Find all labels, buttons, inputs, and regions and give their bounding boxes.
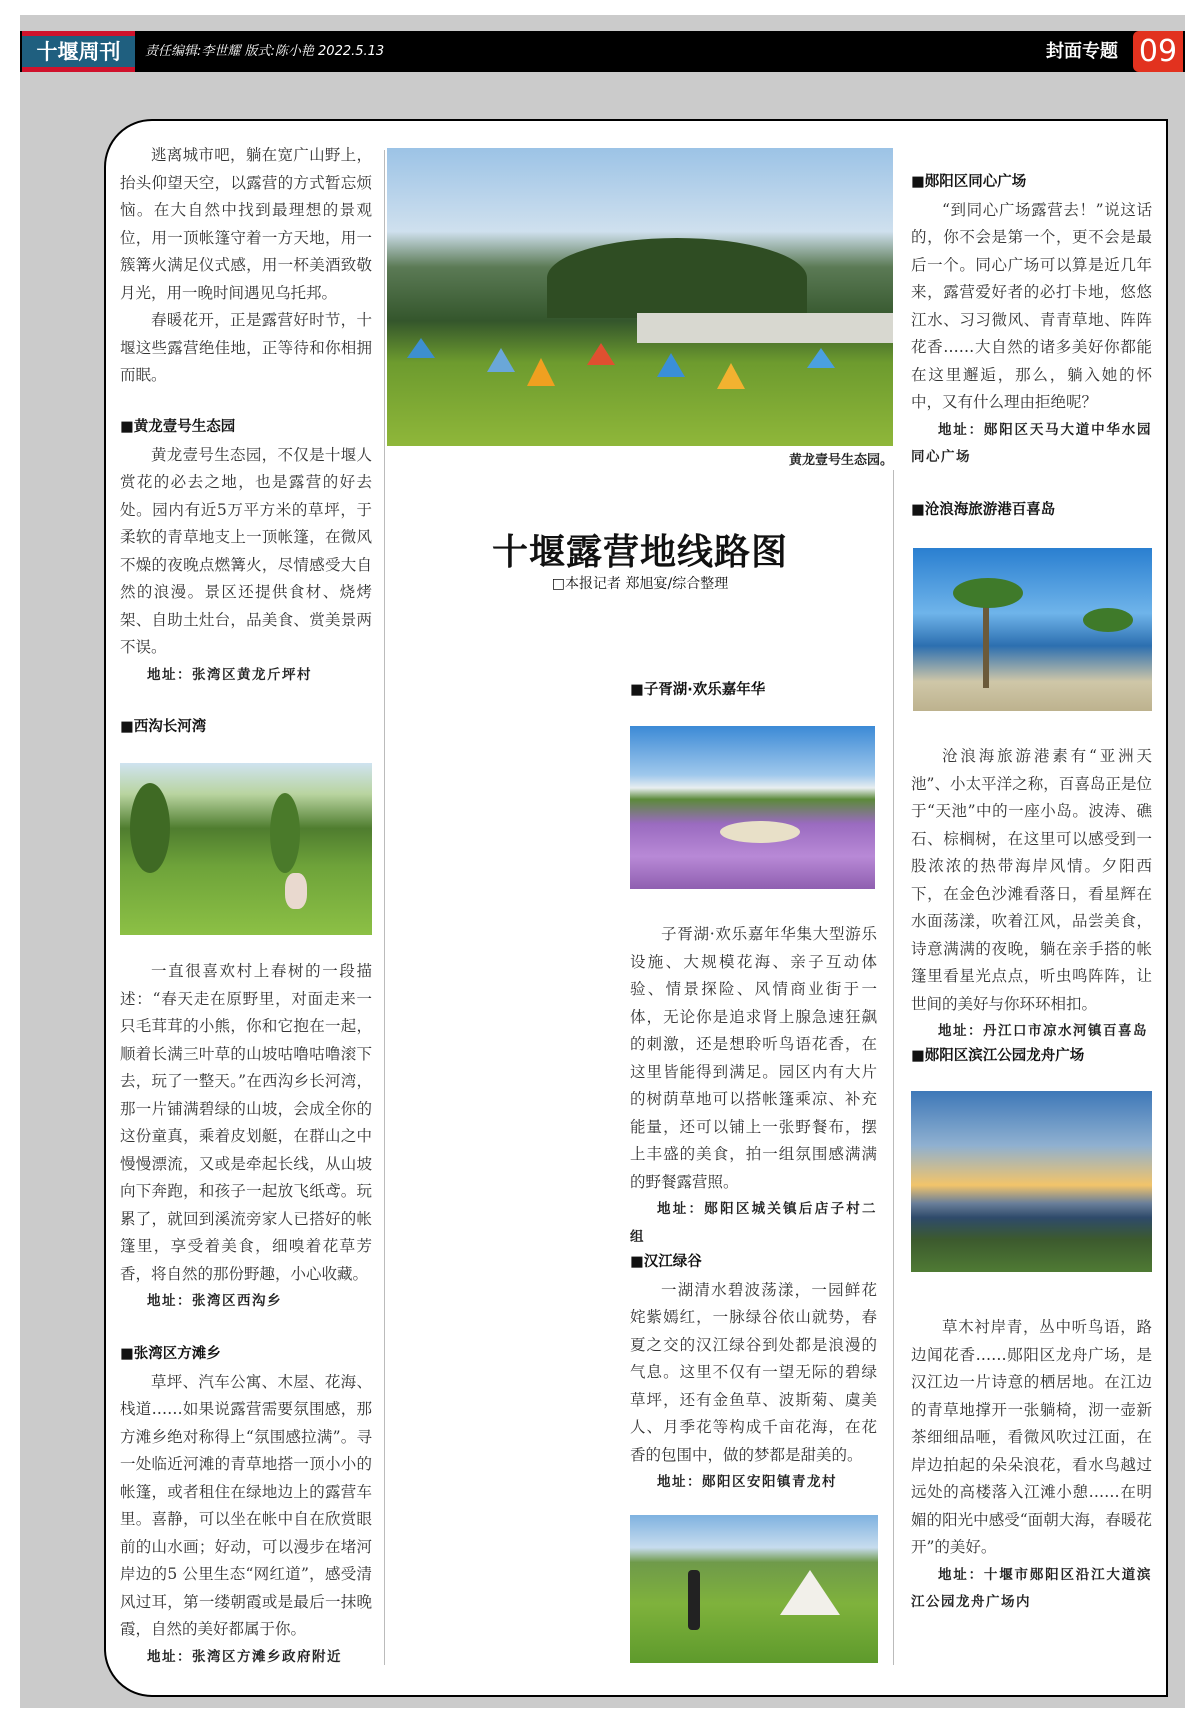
- article-heading: ■子胥湖·欢乐嘉年华: [630, 682, 766, 698]
- article-body: 沧浪海旅游港素有“亚洲天池”、小太平洋之称，百喜岛正是位于“天池”中的一座小岛。波涛、礁石、棕榈树，在这里可以感受到一股浓浓的热带海岸风情。夕阳西下，在金色沙滩看落日，看星辉在水面荡漾，吹着江风，品尝美食，诗意满满的夜晚，躺在亲手搭的帐篷里看星光点点，听虫鸣阵阵，让世间的美好与你环环相扣。: [911, 747, 1152, 1013]
- article-longzhou-heading: [911, 1043, 1152, 1071]
- article-address: 地址：张湾区西沟乡: [147, 1293, 282, 1309]
- intro: [120, 142, 372, 390]
- mascot-statue: [285, 873, 307, 909]
- photo-xigou-meadow: [120, 763, 372, 935]
- photo-hanjiang-golf: [630, 1515, 878, 1663]
- article-body: 一湖清水碧波荡漾，一园鲜花姹紫嫣红，一脉绿谷依山就势，春夏之交的汉江绿谷到处都是浪漫的气息。这里不仅有一望无际的碧绿草坪，还有金鱼草、波斯菊、虞美人、月季花等构成千亩花海，在花香的包围中，做的梦都是甜美的。: [630, 1280, 877, 1464]
- article-xigou: [120, 958, 372, 1316]
- article-body: 草坪、汽车公寓、木屋、花海、栈道……如果说露营需要氛围感，那方滩乡绝对称得上“氛围感拉满”。寻一处临近河滩的青草地搭一顶小小的帐篷，或者租住在绿地边上的露营车里。喜静，可以坐在帐中自在欣赏眼前的山水画；好动，可以漫步在堵河岸边的5 公里生态“网红道”，感受清风过耳，第一缕朝霞或是最后一抹晚霞，自然的美好都属于你。: [120, 1372, 372, 1638]
- photo-baixi-island: [913, 548, 1152, 711]
- intro-paragraph: 逃离城市吧，躺在宽广山野上，抬头仰望天空，以露营的方式暂忘烦恼。在大自然中找到最理想的景观位，用一顶帐篷守着一方天地，用一簇篝火满足仪式感，用一杯美酒致敬月光，用一晚时间遇见乌托邦。: [120, 146, 372, 302]
- article-hanjiang: [630, 1249, 877, 1497]
- tent-shape: [657, 353, 685, 377]
- article-address: 地址：张湾区黄龙斤坪村: [147, 666, 312, 683]
- tree-shape: [130, 783, 170, 873]
- tent-shape: [487, 348, 515, 372]
- article-body: 黄龙壹号生态园，不仅是十堰人赏花的必去之地，也是露营的好去处。园内有近5万平方米的草坪，于柔软的青草地支上一顶帐篷，在微风不燥的夜晚点燃篝火，尽情感受大自然的浪漫。景区还提供食材、烧烤架、自助土灶台，品美食、赏美景两不误。: [120, 445, 372, 656]
- photo-zixuhu-flowers: [630, 726, 875, 889]
- photo-longzhou-sunset: [911, 1091, 1152, 1272]
- palm-leaves: [953, 578, 1023, 608]
- section-title: 封面专题: [1046, 41, 1118, 62]
- editor-credits: 责任编辑:李世耀 版式:陈小艳 2022.5.13: [145, 44, 385, 59]
- building-shape: [637, 313, 893, 343]
- column-divider: [893, 470, 894, 1665]
- article-heading: ■沧浪海旅游港百喜岛: [911, 502, 1056, 518]
- tree-shape: [270, 793, 300, 873]
- tent-shape: [527, 358, 555, 386]
- article-xigou-heading: [120, 714, 372, 742]
- tent-shape: [780, 1570, 840, 1615]
- article-address: 地址：十堰市郧阳区沿江大道滨江公园龙舟广场内: [911, 1566, 1152, 1610]
- article-heading: ■张湾区方滩乡: [120, 1346, 221, 1362]
- article-heading: ■西沟长河湾: [120, 719, 207, 735]
- tent-shape: [407, 338, 435, 358]
- intro-paragraph: 春暖花开，正是露营好时节，十堰这些露营绝佳地，正等待和你相拥而眠。: [120, 311, 372, 384]
- article-body: “到同心广场露营去！”说这话的，你不会是第一个，更不会是最后一个。同心广场可以算是近几年来，露营爱好者的必打卡地，悠悠江水、习习微风、青青草地、阵阵花香……大自然的诸多美好你都能在这里邂逅，那么，躺入她的怀中，又有什么理由拒绝呢？: [911, 200, 1152, 411]
- article-zixuhu-heading: [630, 677, 877, 705]
- article-body: 草木衬岸青，丛中听鸟语，路边闻花香……郧阳区龙舟广场，是汉江边一片诗意的栖居地。在江边的青草地撑开一张躺椅，沏一壶新茶细细品咂，看微风吹过江面，在岸边拍起的朵朵浪花，看水鸟越过远处的高楼落入江滩小憩……在明媚的阳光中感受“面朝大海，春暖花开”的美好。: [911, 1318, 1152, 1556]
- photo-caption: 黄龙壹号生态园。: [788, 453, 893, 468]
- article-baixi-heading: [911, 497, 1152, 525]
- column-divider: [384, 150, 385, 1665]
- article-zixuhu: [630, 921, 877, 1251]
- article-heading: ■黄龙壹号生态园: [120, 419, 236, 435]
- article-address: 地址：郧阳区安阳镇青龙村: [657, 1474, 837, 1490]
- article-fangtan: [120, 1341, 372, 1671]
- article-address: 地址：郧阳区天马大道中华水园同心广场: [911, 421, 1152, 465]
- article-huanglong: [120, 414, 372, 689]
- palm-leaves: [1083, 608, 1133, 632]
- photo-huanglong-campsite: [387, 148, 893, 446]
- tent-shape: [717, 363, 745, 389]
- article-heading: ■汉江绿谷: [630, 1254, 702, 1270]
- article-heading: ■郧阳区滨江公园龙舟广场: [911, 1048, 1085, 1064]
- article-address: 地址：郧阳区城关镇后店子村二组: [630, 1201, 877, 1245]
- page-title: 十堰露营地线路图: [491, 531, 788, 573]
- tent-shape: [807, 348, 835, 368]
- newspaper-logo: 十堰周刊: [22, 31, 135, 72]
- page-number: 09: [1133, 31, 1183, 72]
- article-longzhou: [911, 1314, 1152, 1617]
- flower-pattern: [720, 821, 800, 843]
- article-address: 地址：张湾区方滩乡政府附近: [147, 1648, 342, 1665]
- byline: □本报记者 郑旭宴/综合整理: [551, 576, 729, 592]
- article-heading: ■郧阳区同心广场: [911, 174, 1027, 190]
- article-baixi: [911, 743, 1152, 1046]
- person-shape: [688, 1570, 700, 1630]
- article-tongxin: [911, 169, 1152, 472]
- mountain-shape: [547, 238, 807, 318]
- article-address: 地址：丹江口市凉水河镇百喜岛: [938, 1023, 1148, 1039]
- tent-shape: [587, 343, 615, 365]
- article-body: 一直很喜欢村上春树的一段描述：“春天走在原野里，对面走来一只毛茸茸的小熊，你和它抱在一起，顺着长满三叶草的山坡咕噜咕噜滚下去，玩了一整天。”在西沟乡长河湾，那一片铺满碧绿的山坡，会成全你的这份童真，乘着皮划艇，在群山之中慢慢漂流，又或是牵起长线，从山坡向下奔跑，和孩子一起放飞纸鸢。玩累了，就回到溪流旁家人已搭好的帐篷里，享受着美食，细嗅着花草芳香，将自然的那份野趣，小心收藏。: [120, 962, 372, 1283]
- article-body: 子胥湖·欢乐嘉年华集大型游乐设施、大规模花海、亲子互动体验、情景探险、风情商业街于一体，无论你是追求肾上腺急速狂飙的刺激，还是想聆听鸟语花香，在这里皆能得到满足。园区内有大片的树荫草地可以搭帐篷乘凉、补充能量，还可以铺上一张野餐布，摆上丰盛的美食，拍一组氛围感满满的野餐露营照。: [630, 925, 877, 1191]
